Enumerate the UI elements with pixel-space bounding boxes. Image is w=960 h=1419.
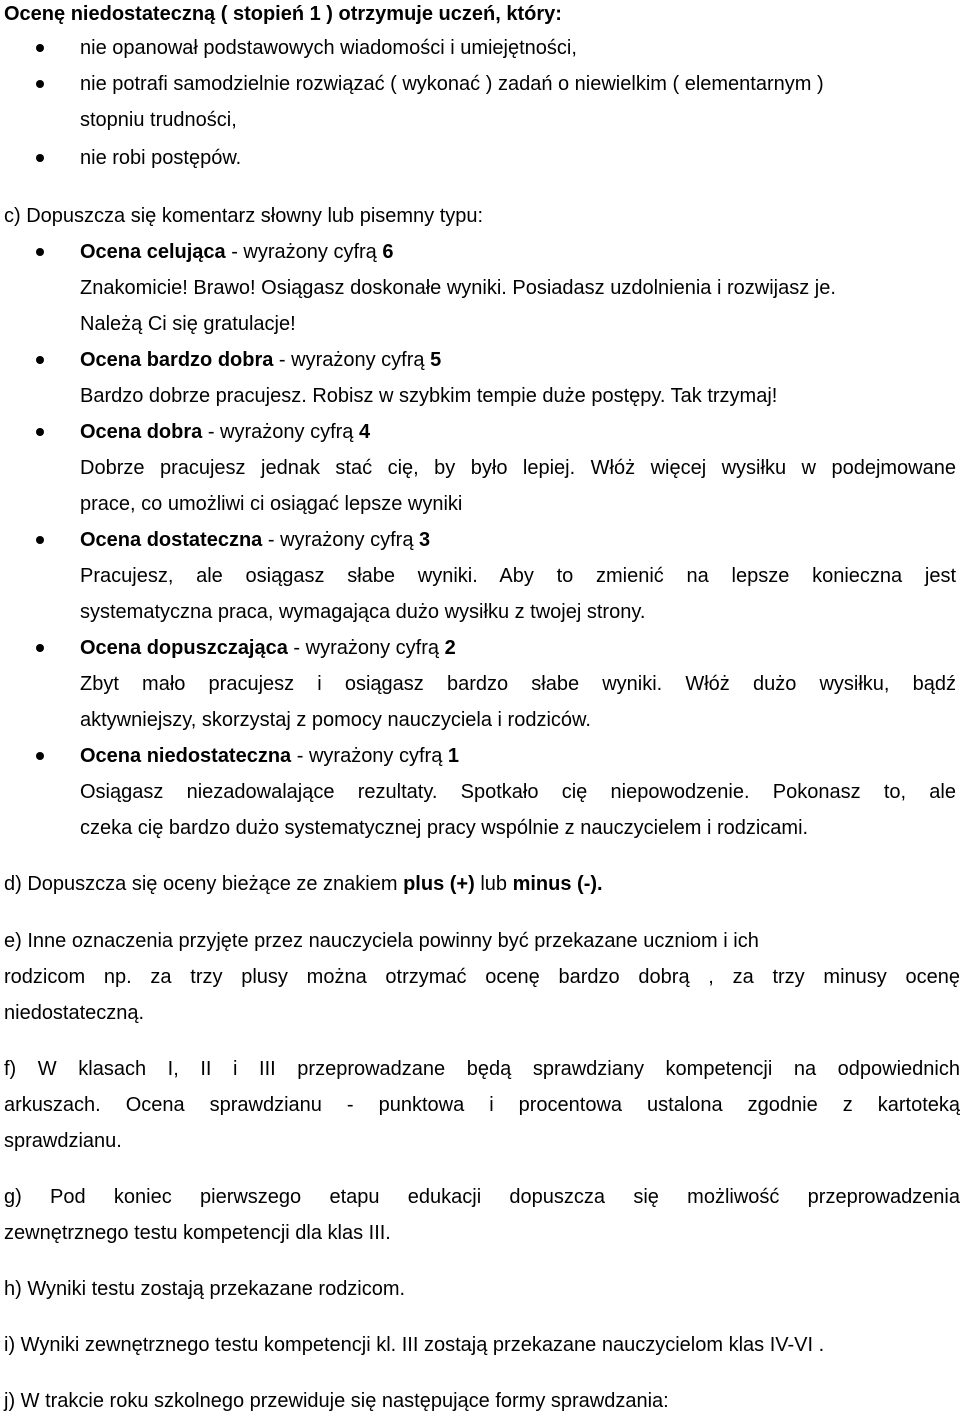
bullet-icon — [36, 644, 44, 652]
criteria-item-continued: stopniu trudności, — [80, 109, 237, 131]
section-d — [4, 866, 603, 902]
section-c-intro: c) Dopuszcza się komentarz słowny lub pisemny typu: — [4, 205, 484, 227]
bullet-icon — [36, 428, 44, 436]
grade-comment: Bardzo dobrze pracujesz. Robisz w szybkim tempie duże postępy. Tak trzymaj! — [80, 385, 778, 407]
grade-name: Ocena celująca — [80, 241, 226, 263]
bullet-icon — [36, 154, 44, 162]
grade-digit: 5 — [430, 349, 442, 371]
grade-digit: 1 — [447, 745, 460, 767]
grade-comment: systematyczna praca, wymagająca dużo wysiłku z twojej strony. — [80, 601, 646, 623]
grade-separator: - wyrażony cyfrą — [273, 349, 431, 371]
grade-heading-1 — [80, 738, 459, 774]
grade-name: Ocena bardzo dobra — [80, 349, 274, 371]
grade-digit: 2 — [444, 637, 456, 659]
grade-name: Ocena dobra — [80, 421, 203, 443]
grade-comment: Pracujesz, ale osiągasz słabe wyniki. Aby to zmienić na lepsze konieczna jest — [80, 565, 956, 587]
grade-name: Ocena dostateczna — [80, 529, 263, 551]
grade-separator: - wyrażony cyfrą — [287, 637, 445, 659]
grade-heading-2 — [80, 630, 456, 666]
grade-name: Ocena dopuszczająca — [80, 637, 288, 659]
section-d-minus: minus (-). — [512, 873, 603, 895]
bullet-icon — [36, 536, 44, 544]
grade-separator: - wyrażony cyfrą — [225, 241, 383, 263]
grade-digit: 4 — [358, 421, 371, 443]
grade-heading-6 — [80, 234, 393, 270]
section-e-line: niedostateczną. — [4, 1002, 145, 1024]
grade-comment: Osiągasz niezadowalające rezultaty. Spotkało cię niepowodzenie. Pokonasz to, ale — [80, 781, 956, 803]
section-d-middle: lub — [474, 873, 513, 895]
section-i: i) Wyniki zewnętrznego testu kompetencji kl. III zostają przekazane nauczycielom klas IV-VI . — [4, 1334, 825, 1356]
grade-comment: Znakomicie! Brawo! Osiągasz doskonałe wyniki. Posiadasz uzdolnienia i rozwijasz je. — [80, 277, 836, 299]
criteria-item: nie potrafi samodzielnie rozwiązać ( wykonać ) zadań o niewielkim ( elementarnym ) — [80, 73, 824, 95]
bullet-icon — [36, 248, 44, 256]
grade-comment: aktywniejszy, skorzystaj z pomocy nauczyciela i rodziców. — [80, 709, 591, 731]
grade-separator: - wyrażony cyfrą — [202, 421, 359, 443]
grade-heading-4 — [80, 414, 370, 450]
grade-digit: 3 — [419, 529, 431, 551]
section-j: j) W trakcie roku szkolnego przewiduje się następujące formy sprawdzania: — [4, 1390, 669, 1412]
section-f-line: sprawdzianu. — [4, 1130, 122, 1152]
bullet-icon — [36, 44, 44, 52]
section-g-line: zewnętrznego testu kompetencji dla klas III. — [4, 1222, 391, 1244]
grade-comment: Zbyt mało pracujesz i osiągasz bardzo słabe wyniki. Włóż dużo wysiłku, bądź — [80, 673, 956, 695]
grade-separator: - wyrażony cyfrą — [291, 745, 448, 767]
grade-heading-5 — [80, 342, 441, 378]
grade-comment: czeka cię bardzo dużo systematycznej pracy wspólnie z nauczycielem i rodzicami. — [80, 817, 809, 839]
grade-digit: 6 — [382, 241, 394, 263]
bullet-icon — [36, 356, 44, 364]
heading: Ocenę niedostateczną ( stopień 1 ) otrzymuje uczeń, który: — [4, 3, 562, 25]
grade-name: Ocena niedostateczna — [80, 745, 292, 767]
grade-comment: Należą Ci się gratulacje! — [80, 313, 296, 335]
criteria-item: nie robi postępów. — [80, 147, 242, 169]
section-d-text: d) Dopuszcza się oceny bieżące ze znakiem — [4, 873, 404, 895]
bullet-icon — [36, 752, 44, 760]
grade-comment: Dobrze pracujesz jednak stać cię, by było lepiej. Włóż więcej wysiłku w podejmowane — [80, 457, 956, 479]
grade-separator: - wyrażony cyfrą — [262, 529, 419, 551]
grade-comment: prace, co umożliwi ci osiągać lepsze wyniki — [80, 493, 463, 515]
bullet-icon — [36, 80, 44, 88]
section-f-line: arkuszach. Ocena sprawdzianu - punktowa i procentowa ustalona zgodnie z kartoteką — [4, 1094, 960, 1116]
section-e-line: rodzicom np. za trzy plusy można otrzymać ocenę bardzo dobrą , za trzy minusy ocenę — [4, 966, 960, 988]
section-f-line: f) W klasach I, II i III przeprowadzane będą sprawdziany kompetencji na odpowiednich — [4, 1058, 960, 1080]
section-d-plus: plus (+) — [403, 873, 475, 895]
section-e-line: e) Inne oznaczenia przyjęte przez nauczyciela powinny być przekazane uczniom i ich — [4, 930, 759, 952]
section-g-line: g) Pod koniec pierwszego etapu edukacji dopuszcza się możliwość przeprowadzenia — [4, 1186, 960, 1208]
section-h: h) Wyniki testu zostają przekazane rodzicom. — [4, 1278, 406, 1300]
criteria-item: nie opanował podstawowych wiadomości i umiejętności, — [80, 37, 577, 59]
grade-heading-3 — [80, 522, 430, 558]
